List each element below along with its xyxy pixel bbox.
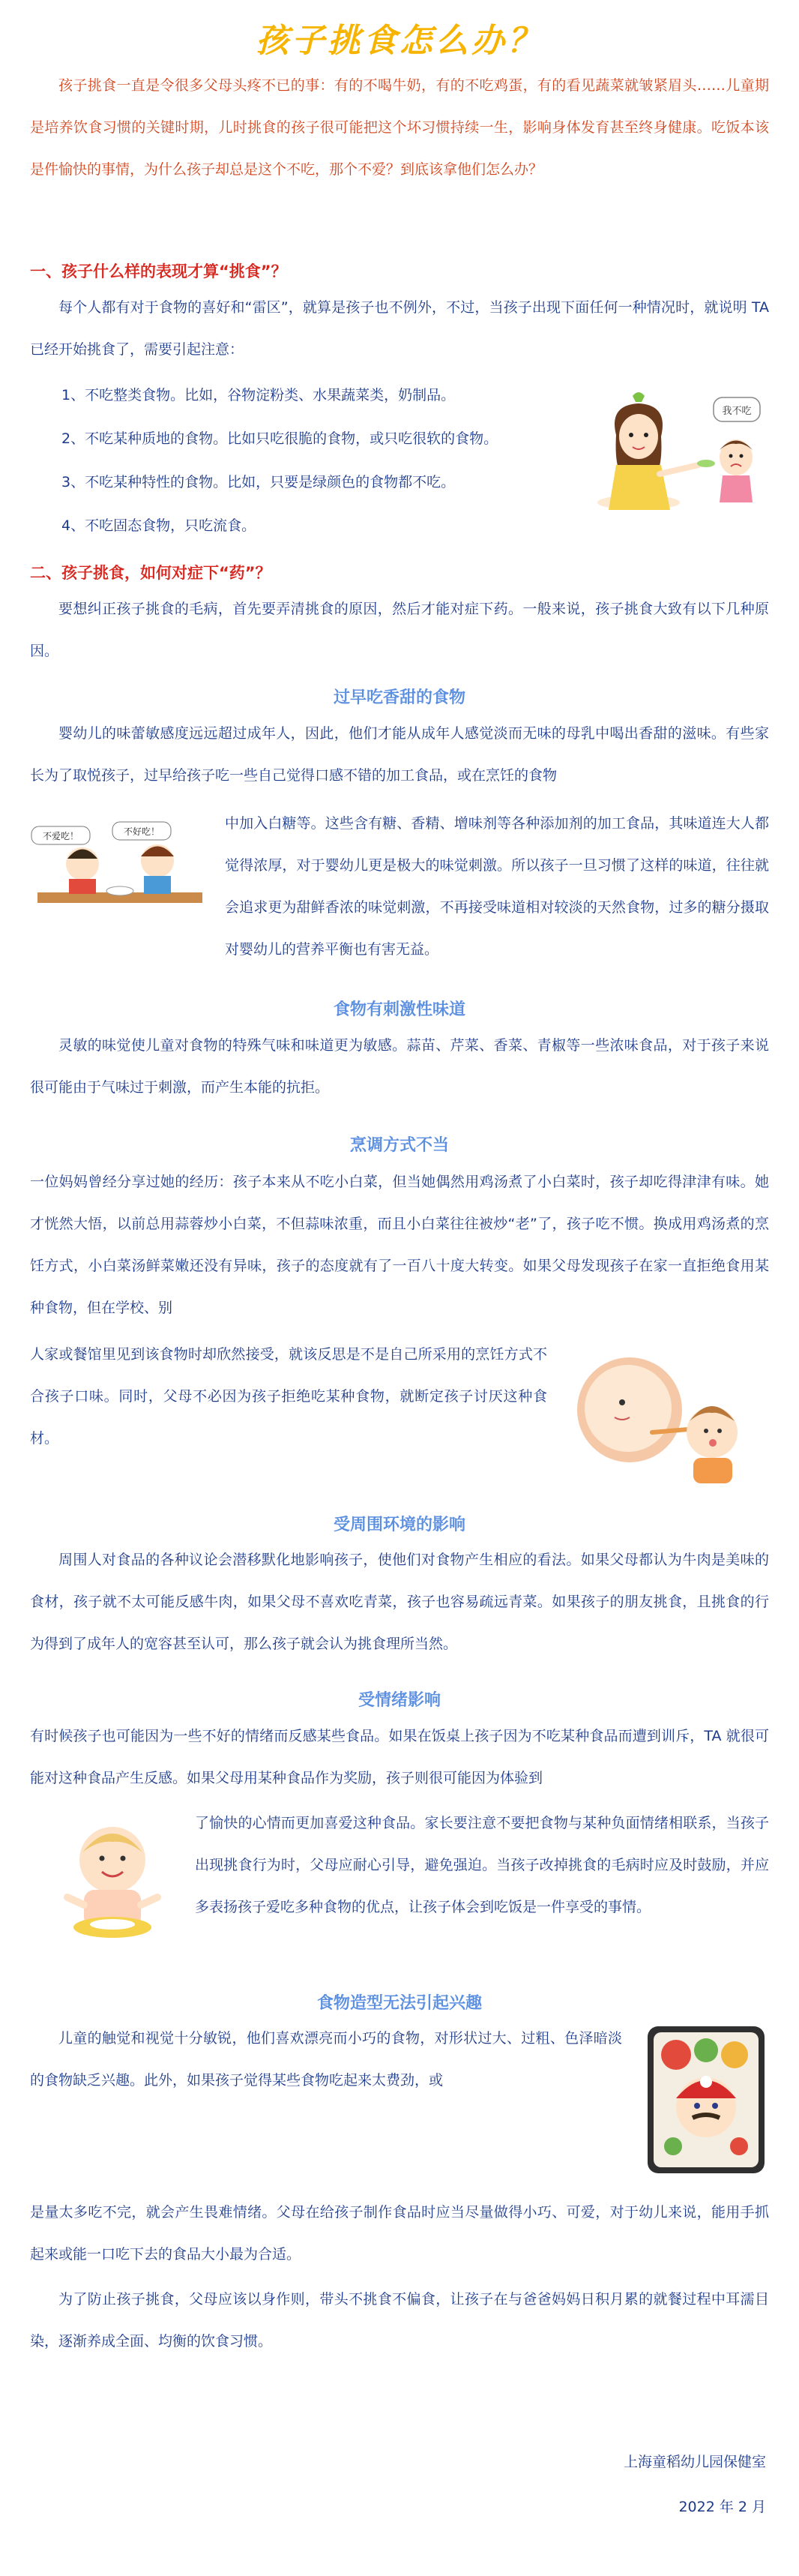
signature-date: 2022 年 2 月: [678, 2499, 766, 2515]
closing-paragraph: 为了防止孩子挑食，父母应该以身作则，带头不挑食不偏食，让孩子在与爸爸妈妈日积月累的就餐过程中耳濡目染，逐渐养成全面、均衡的饮食习惯。: [30, 2291, 769, 2350]
subheading-sweet: 过早吃香甜的食物: [333, 688, 465, 707]
happy-child-eating-illustration: [37, 1815, 187, 1946]
list-item: 2、不吃某种质地的食物。比如只吃很脆的食物，或只吃很软的食物。: [61, 430, 498, 447]
cooking-paragraph-2: 人家或餐馆里见到该食物时却欣然接受，就该反思是不是自己所采用的烹饪方式不合孩子口味。同时，父母不必因为孩子拒绝吃某种食物，就断定孩子讨厌这种食材。: [30, 1346, 547, 1447]
sweet-paragraph-2a: 中加入白糖等。这些含有糖、香精、增味剂等各种添加剂的加工食品，其味道连大人都觉得浓厚，对于婴幼儿更是极大的味觉刺激。所以孩子一旦习惯了这样的味道，往往就会追求更为甜鲜香浓的味觉刺激，不再接受味道相对较淡的天然食物，过多的糖分摄取对婴幼儿的营养平衡也有害无益。: [225, 815, 769, 958]
shape-paragraph-2: 是量太多吃不完，就会产生畏难情绪。父母在给孩子制作食品时应当尽量做得小巧、可爱，对于幼儿来说，能用手抓起来或能一口吃下去的食品大小最为合适。: [30, 2204, 769, 2263]
subheading-spicy: 食物有刺激性味道: [333, 1000, 465, 1019]
intro-paragraph: 孩子挑食一直是令很多父母头疼不已的事：有的不喝牛奶，有的不吃鸡蛋，有的看见蔬菜就皱紧眉头……儿童期是培养饮食习惯的关键时期，儿时挑食的孩子很可能把这个坏习惯持续一生，影响身体发育甚至终身健康。吃饭本该是件愉快的事情，为什么孩子却总是这个不吃，那个不爱？到底该拿他们怎么办？: [30, 77, 769, 178]
emotion-paragraph-1: 有时候孩子也可能因为一些不好的情绪而反感某些食品。如果在饭桌上孩子因为不吃某种食品而遭到训斥，TA 就很可能对这种食品产生反感。如果父母用某种食品作为奖励，孩子则很可能因为体验到: [30, 1728, 769, 1787]
list-item: 3、不吃某种特性的食物。比如，只要是绿颜色的食物都不吃。: [61, 474, 456, 490]
shape-paragraph-1: 儿童的触觉和视觉十分敏锐，他们喜欢漂亮而小巧的食物，对形状过大、过粗、色泽暗淡的食物缺乏兴趣。此外，如果孩子觉得某些食物吃起来太费劲，或: [30, 2030, 622, 2089]
subheading-environment: 受周围环境的影响: [333, 1516, 465, 1534]
section2-heading: 二、孩子挑食，如何对症下“药”？: [30, 564, 271, 582]
bento-food-photo: [646, 2025, 766, 2175]
list-item: 4、不吃固态食物，只吃流食。: [61, 517, 256, 534]
page-title: 孩子挑食怎么办？: [256, 22, 543, 60]
section2-paragraph: 要想纠正孩子挑食的毛病，首先要弄清挑食的原因，然后才能对症下药。一般来说，孩子挑食大致有以下几种原因。: [30, 601, 769, 660]
spicy-paragraph: 灵敏的味觉使儿童对食物的特殊气味和味道更为敏感。蒜苗、芹菜、香菜、青椒等一些浓味食品，对于孩子来说很可能由于气味过于刺激，而产生本能的抗拒。: [30, 1037, 769, 1096]
subheading-shape: 食物造型无法引起兴趣: [316, 1994, 482, 2013]
list-item: 1、不吃整类食物。比如，谷物淀粉类、水果蔬菜类，奶制品。: [61, 387, 456, 403]
speech-bubble-text: 不爱吃！: [42, 831, 79, 841]
speech-bubble-text: 不好吃！: [123, 826, 160, 837]
section1-heading: 一、孩子什么样的表现才算“挑食”？: [30, 262, 287, 280]
mother-spoon-feeding-illustration: [570, 1350, 757, 1492]
environment-paragraph: 周围人对食品的各种议论会潜移默化地影响孩子，使他们对食物产生相应的看法。如果父母都认为牛肉是美味的食材，孩子就不太可能反感牛肉，如果父母不喜欢吃青菜，孩子也容易疏远青菜。如果孩子的朋友挑食，且挑食的行为得到了成年人的宽容甚至认可，那么孩子就会认为挑食理所当然。: [30, 1552, 769, 1653]
subheading-emotion: 受情绪影响: [358, 1691, 441, 1710]
subheading-cooking: 烹调方式不当: [349, 1136, 449, 1155]
family-dinner-illustration: [30, 817, 210, 922]
mother-child-illustration: [586, 390, 766, 517]
section1-paragraph: 每个人都有对于食物的喜好和“雷区”，就算是孩子也不例外，不过，当孩子出现下面任何一种情况时，就说明 TA 已经开始挑食了，需要引起注意：: [30, 299, 769, 358]
cooking-paragraph-1: 一位妈妈曾经分享过她的经历：孩子本来从不吃小白菜，但当她偶然用鸡汤煮了小白菜时，孩子却吃得津津有味。她才恍然大悟，以前总用蒜蓉炒小白菜，不但蒜味浓重，而且小白菜往往被炒“老”了，孩子吃不惯。换成用鸡汤煮的烹饪方式，小白菜汤鲜菜嫩还没有异味，孩子的态度就有了一百八十度大转变。如果父母发现孩子在家一直拒绝食用某种食物，但在学校、别: [30, 1174, 769, 1317]
emotion-paragraph-2: 了愉快的心情而更加喜爱这种食品。家长要注意不要把食物与某种负面情绪相联系，当孩子出现挑食行为时，父母应耐心引导，避免强迫。当孩子改掉挑食的毛病时应及时鼓励，并应多表扬孩子爱吃多种食物的优点，让孩子体会到吃饭是一件享受的事情。: [195, 1815, 769, 1916]
signature-org: 上海童稻幼儿园保健室: [623, 2454, 766, 2470]
speech-bubble-text: 我不吃: [722, 406, 752, 417]
sweet-paragraph-1: 婴幼儿的味蕾敏感度远远超过成年人，因此，他们才能从成年人感觉淡而无味的母乳中喝出香甜的滋味。有些家长为了取悦孩子，过早给孩子吃一些自己觉得口感不错的加工食品，或在烹饪的食物: [30, 725, 769, 784]
